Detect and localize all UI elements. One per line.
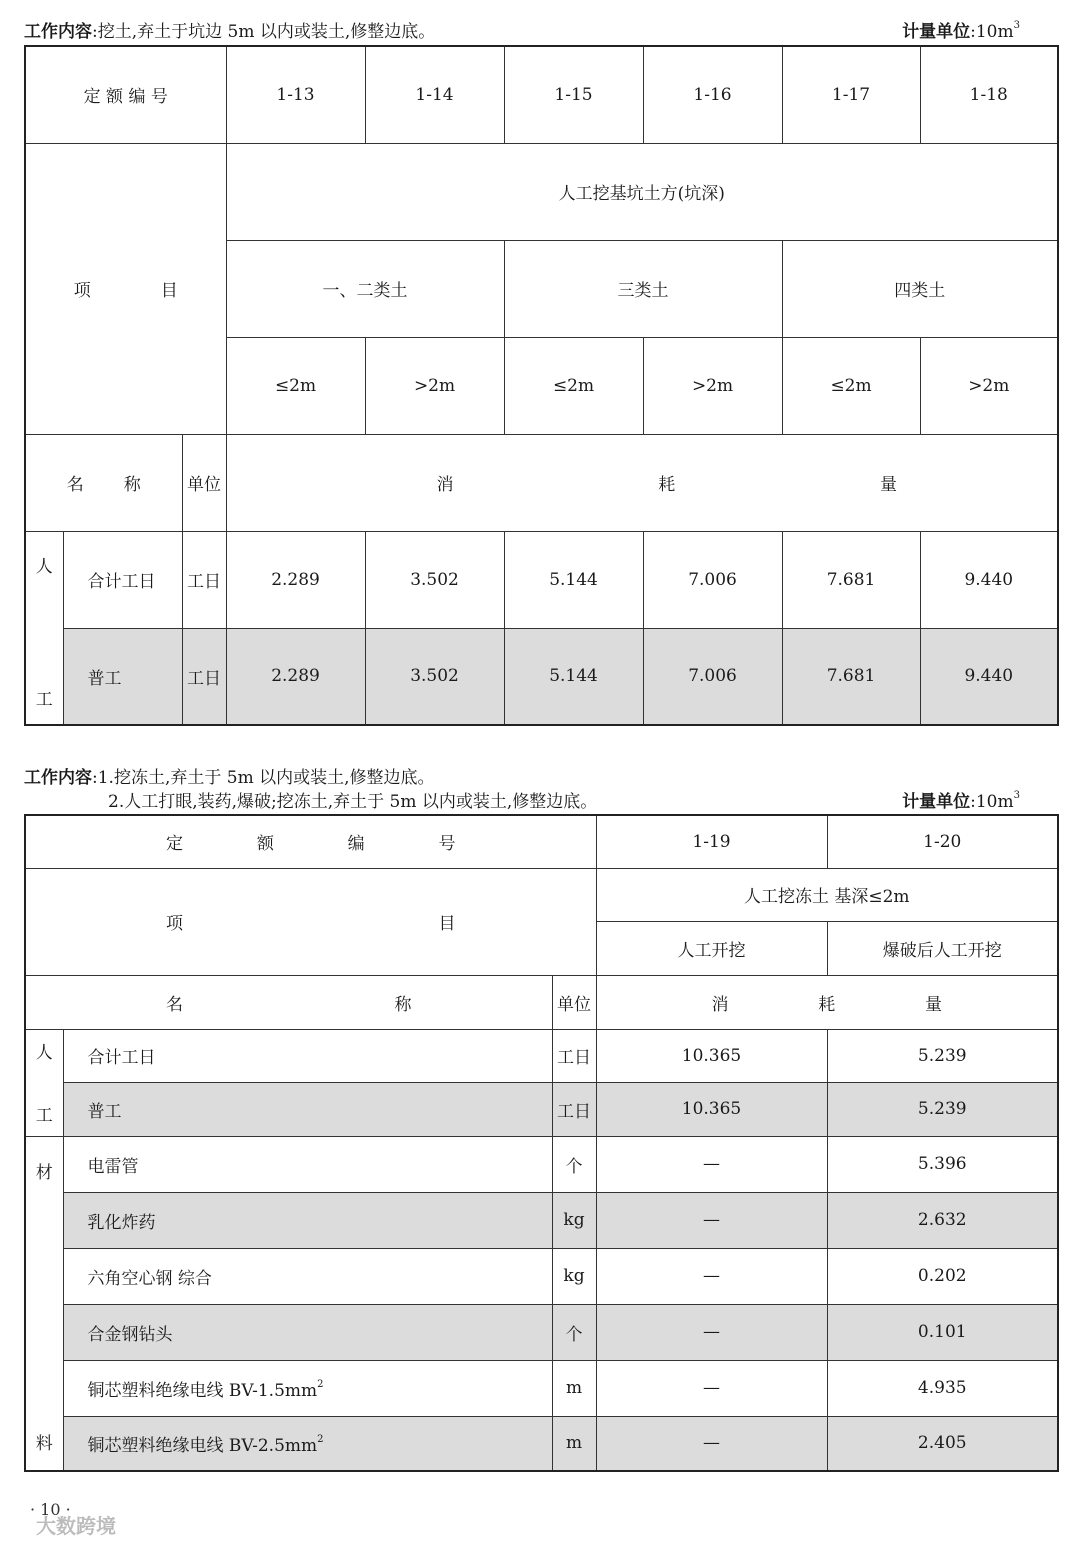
row-unit: m [552,1360,596,1416]
row-value: 5.144 [504,531,643,628]
work-content-1 [24,22,435,42]
quota-table-1 [24,45,1059,726]
measure-unit-label: 计量单位 [902,792,971,812]
row-unit: 个 [552,1304,596,1360]
work-content-text: :1.挖冻土,弃土于 5m 以内或装土,修整边底。 [92,768,435,788]
row-name: 铜芯塑料绝缘电线 $BV-2.5mm^2$ [63,1416,552,1471]
row-value: 10.365 [596,1082,827,1136]
row-unit: 工日 [552,1029,596,1082]
row-value: 5.239 [827,1082,1058,1136]
depth: >2m [365,337,504,434]
item-label: 项 目 [25,868,596,975]
item-title: 人工挖基坑土方(坑深) [226,143,1058,240]
quota-code-row [25,815,1058,868]
quota-code: 1-16 [643,46,782,143]
row-name: 乳化炸药 [63,1192,552,1248]
row-value: 9.440 [920,628,1058,725]
row-value: — [596,1416,827,1471]
table-row [25,531,1058,628]
name-header-row [25,434,1058,531]
quota-code-label: 定 额 编 号 [25,46,226,143]
table-row [25,1248,1058,1304]
watermark-text: 大数跨境 [36,1514,116,1538]
method: 爆破后人工开挖 [827,921,1058,975]
quota-code: 1-14 [365,46,504,143]
measure-unit-value: :10m [970,792,1014,812]
row-unit: kg [552,1192,596,1248]
row-value: 2.289 [226,628,365,725]
row-value: — [596,1360,827,1416]
row-name: 六角空心钢 综合 [63,1248,552,1304]
measure-unit-exp: 3 [1013,20,1020,32]
unit-label: 单位 [552,975,596,1029]
soil-type: 一、二类土 [226,240,504,337]
table-row [25,1082,1058,1136]
row-value: — [596,1192,827,1248]
soil-type: 四类土 [782,240,1058,337]
row-name: 合计工日 [63,531,182,628]
watermark [8,1510,116,1539]
row-value: 0.101 [827,1304,1058,1360]
material-group-label: 材 料 [25,1136,63,1471]
labor-group-label: 人 工 [25,1029,63,1136]
row-unit: kg [552,1248,596,1304]
measure-unit-1 [902,22,1020,42]
row-value: 3.502 [365,531,504,628]
depth: ≤2m [782,337,920,434]
row-value: 3.502 [365,628,504,725]
measure-unit-exp: 3 [1013,790,1020,802]
row-value: 7.681 [782,531,920,628]
row-name: 普工 [63,628,182,725]
depth: >2m [643,337,782,434]
table-row [25,1304,1058,1360]
item-title-row [25,868,1058,921]
quota-table-2 [24,814,1059,1472]
unit-label: 单位 [182,434,226,531]
consumption-label: 消 耗 量 [596,975,1058,1029]
row-value: 5.396 [827,1136,1058,1192]
row-unit: 工日 [552,1082,596,1136]
table-row [25,1029,1058,1082]
row-name: 合金钢钻头 [63,1304,552,1360]
row-name: 普工 [63,1082,552,1136]
quota-code: 1-13 [226,46,365,143]
row-unit: 工日 [182,531,226,628]
depth: ≤2m [504,337,643,434]
quota-code-label: 定 额 编 号 [25,815,596,868]
row-value: 7.006 [643,531,782,628]
quota-code-row [25,46,1058,143]
table-row [25,1192,1058,1248]
measure-unit-2 [902,792,1020,812]
table-row [25,628,1058,725]
row-value: 7.681 [782,628,920,725]
row-unit: 个 [552,1136,596,1192]
row-value: 2.632 [827,1192,1058,1248]
table-row [25,1416,1058,1471]
depth: >2m [920,337,1058,434]
row-value: 10.365 [596,1029,827,1082]
name-label: 名 称 [25,975,552,1029]
quota-code: 1-17 [782,46,920,143]
row-value: 5.239 [827,1029,1058,1082]
row-name: 合计工日 [63,1029,552,1082]
work-content-2 [24,768,435,788]
method: 人工开挖 [596,921,827,975]
row-value: 2.405 [827,1416,1058,1471]
name-header-row [25,975,1058,1029]
measure-unit-label: 计量单位 [902,22,971,42]
row-value: 0.202 [827,1248,1058,1304]
row-name: 铜芯塑料绝缘电线 $BV-1.5mm^2$ [63,1360,552,1416]
quota-code: 1-20 [827,815,1058,868]
quota-code: 1-19 [596,815,827,868]
work-content-label: 工作内容 [24,22,92,42]
item-title-row [25,143,1058,240]
row-name: 电雷管 [63,1136,552,1192]
item-label: 项 目 [25,143,226,434]
depth: ≤2m [226,337,365,434]
measure-unit-value: :10m [970,22,1014,42]
row-value: 5.144 [504,628,643,725]
work-content-text: 2.人工打眼,装药,爆破;挖冻土,弃土于 5m 以内或装土,修整边底。 [108,792,598,812]
page-number: · 10 · [30,1500,71,1519]
item-title: 人工挖冻土 基深≤2m [596,868,1058,921]
name-label: 名 称 [25,434,182,531]
consumption-label: 消 耗 量 [226,434,1058,531]
soil-type: 三类土 [504,240,782,337]
work-content-label: 工作内容 [24,768,92,788]
work-content-2b [108,792,597,812]
labor-group-label: 人 工 [25,531,63,725]
row-unit: m [552,1416,596,1471]
row-value: — [596,1248,827,1304]
quota-code: 1-15 [504,46,643,143]
row-unit: 工日 [182,628,226,725]
work-content-text: :挖土,弃土于坑边 5m 以内或装土,修整边底。 [92,22,436,42]
row-value: — [596,1136,827,1192]
row-value: — [596,1304,827,1360]
row-value: 2.289 [226,531,365,628]
table-row [25,1136,1058,1192]
quota-code: 1-18 [920,46,1058,143]
row-value: 9.440 [920,531,1058,628]
row-value: 7.006 [643,628,782,725]
table-row [25,1360,1058,1416]
row-value: 4.935 [827,1360,1058,1416]
